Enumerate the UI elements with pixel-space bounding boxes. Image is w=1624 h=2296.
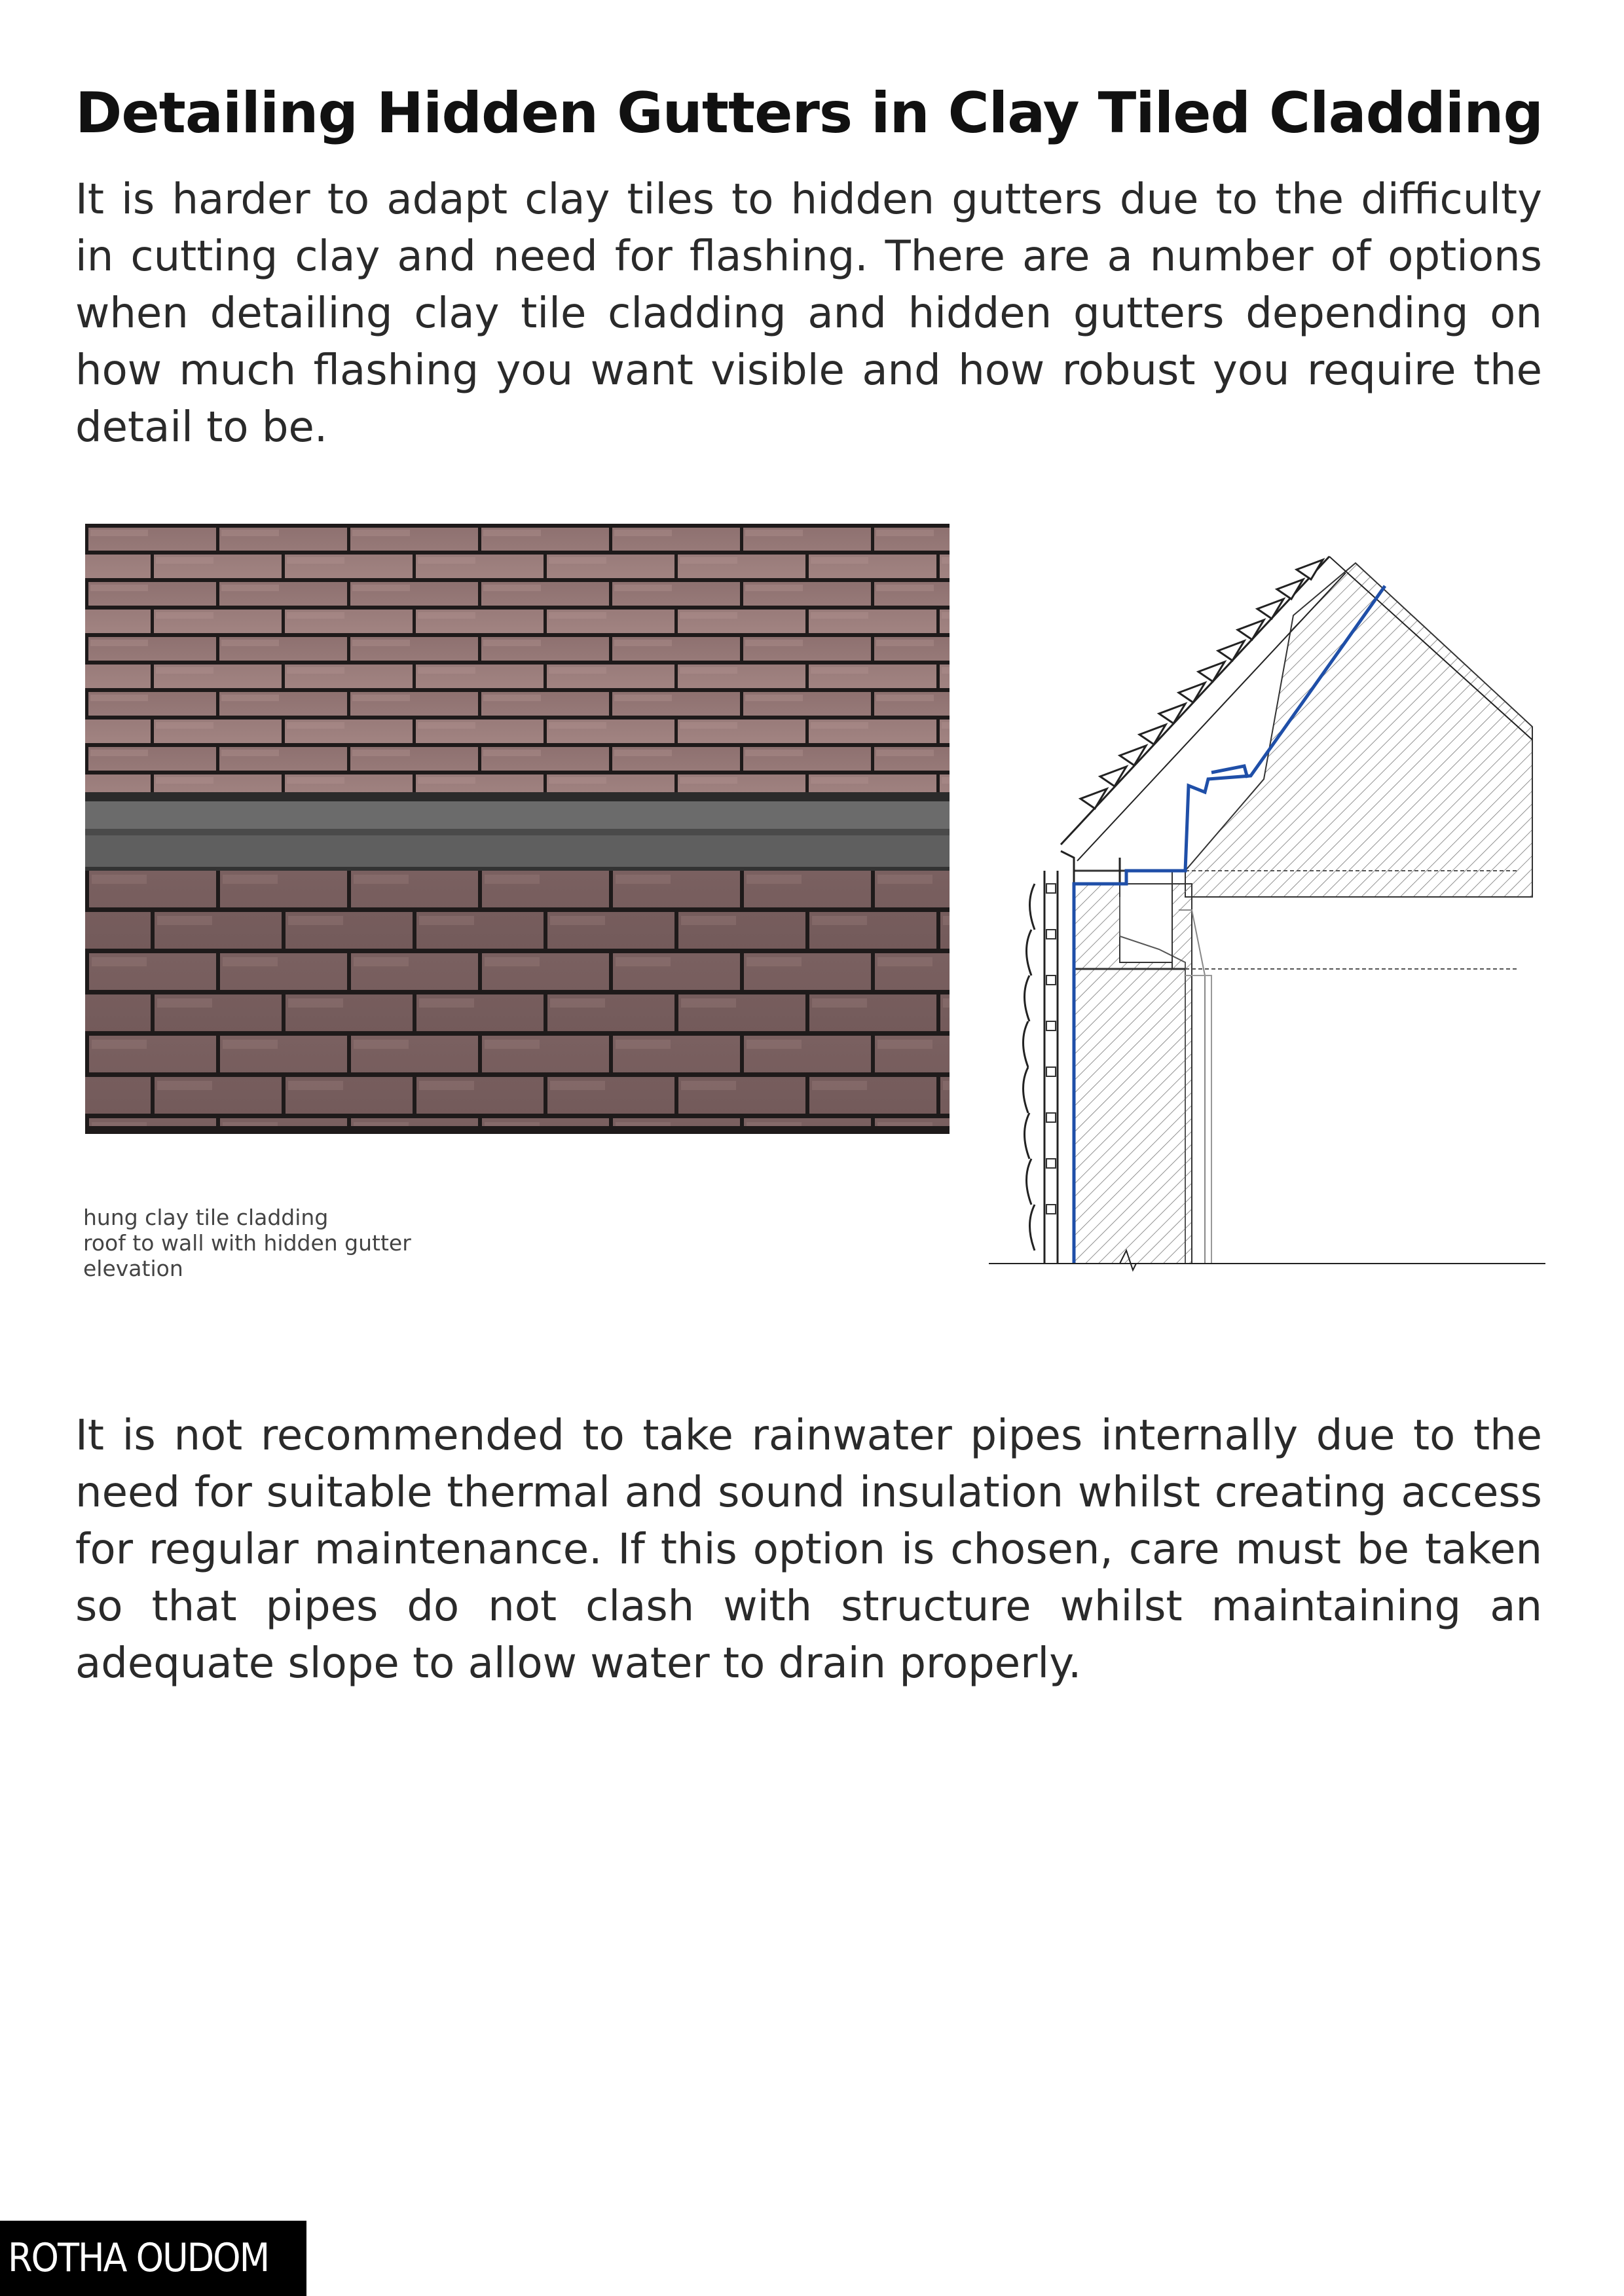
page-title: Detailing Hidden Gutters in Clay Tiled Cladding [75,81,1543,146]
caption-line: hung clay tile cladding [83,1205,329,1230]
caption-line: elevation [83,1256,183,1281]
upper-roof-tiles [85,524,950,799]
body-paragraph: It is not recommended to take rainwater pipes internally due to the need for suitable thermal and sound insulation whilst creating access for regular maintenance. If this option is chosen, care must be taken so that pipes do not clash with structure whilst maintaining an adequate slope to allow water to drain properly. [75,1412,1542,1688]
figure-caption [83,1205,542,1281]
caption-line: roof to wall with hidden gutter [83,1230,411,1256]
author-label: ROTHA OUDOM [0,2221,306,2296]
lower-wall-tiles [85,871,950,1133]
intro-paragraph: It is harder to adapt clay tiles to hidden gutters due to the difficulty in cutting clay and need for flashing. There are a number of options when detailing clay tile cladding and hidden gutters depending on how much flashing you want visible and how robust you require the detail to be. [75,175,1542,452]
tile-elevation-image [62,517,992,1159]
gutter-section-drawing [989,517,1545,1290]
hidden-gutter-band [85,792,950,801]
